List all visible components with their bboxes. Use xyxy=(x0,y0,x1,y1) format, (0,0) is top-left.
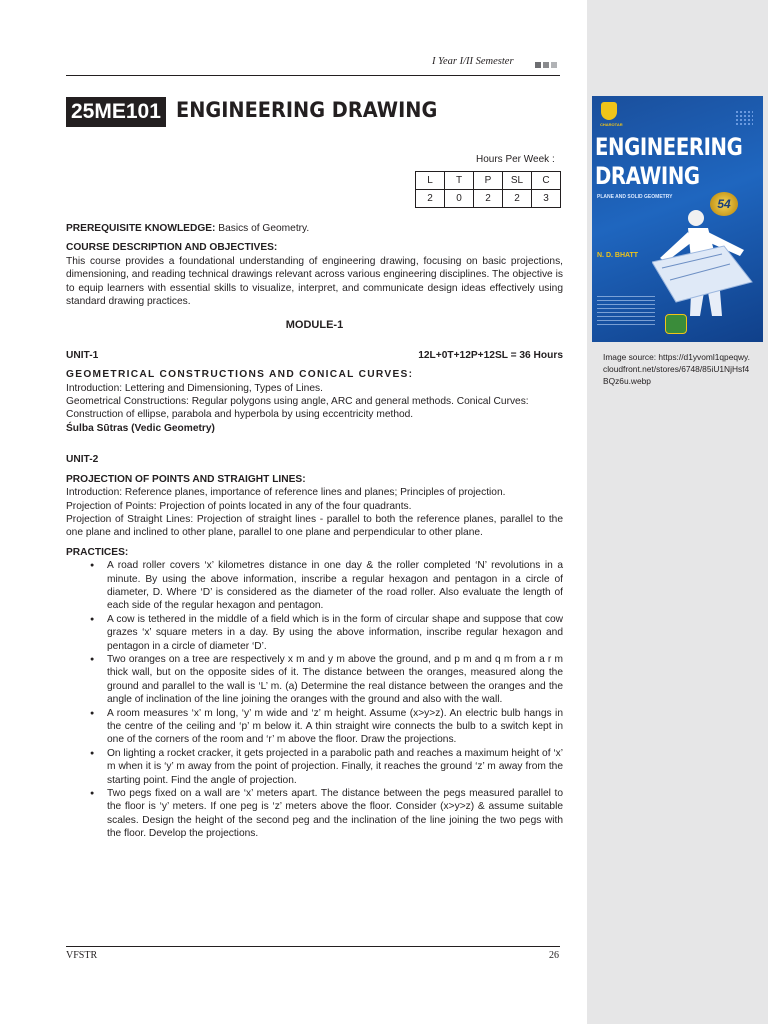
description-heading: COURSE DESCRIPTION AND OBJECTIVES: xyxy=(66,242,278,254)
hours-label: Hours Per Week : xyxy=(476,154,555,165)
publisher-logo-icon xyxy=(601,102,617,120)
practice-item: ● A road roller covers ‘x’ kilometres distance in one day & the roller completed ‘N’ revolutions in a minute. By using the above information, inscribe a regular hexagon and pentagon in a circle of diameter, D. Where ‘D’ is considered as the diameter of the road roller. Also evaluate the length of each side of the regular hexagon and pentagon. xyxy=(66,559,563,613)
practice-item: ● A cow is tethered in the middle of a field which is in the form of circular shape and suppose that cow grazes ‘x’ square meters in a day. By using the above information, inscribe regular hexagon and pentagon in a circle of diameter ‘D’. xyxy=(66,613,563,653)
unit2-label: UNIT-2 xyxy=(66,454,99,466)
module-title: MODULE-1 xyxy=(285,319,344,332)
course-code: 25ME101 xyxy=(66,97,166,127)
course-title: ENGINEERING DRAWING xyxy=(176,98,438,122)
hours-header-cell: P xyxy=(474,172,503,190)
unit1-hours: 12L+0T+12P+12SL = 36 Hours xyxy=(418,349,563,361)
award-seal-icon xyxy=(665,314,687,334)
edition-badge: 54 xyxy=(710,192,738,216)
hours-value-cell: 2 xyxy=(416,190,445,208)
hours-header-cell: T xyxy=(445,172,474,190)
prerequisite-text: Basics of Geometry. xyxy=(215,223,310,234)
image-source-caption: Image source: https://d1yvoml1qpeqwy.cloudfront.net/stores/6748/85iU1NjHsf4BQz6u.webp xyxy=(603,352,750,386)
description-text: This course provides a foundational understanding of engineering drawing, focusing on basic projections, dimensioning, and reading technical drawings relevant across various engineering disciplines. The objective is to equip learners with essential skills to visualize, interpret, and communicate design ideas effectively using standard drawing practices. xyxy=(66,255,563,308)
top-divider xyxy=(66,75,560,76)
practice-item: ● On lighting a rocket cracker, it gets projected in a parabolic path and reaches a maximum height of ‘x’ m when it is ‘y’ m away from the point of projection. Finally, it reaches the ground ‘z’ m away from the starting point. Find the angle of projection. xyxy=(66,747,563,787)
book-cover-image xyxy=(592,96,763,342)
hours-header-row xyxy=(416,172,561,190)
unit1-line: Introduction: Lettering and Dimensioning, Types of Lines. xyxy=(66,382,323,394)
unit1-line: Geometrical Constructions: Regular polygons using angle, ARC and general methods. Conical Curves: Construction of ellipse, parabola and hyperbola by using eccentricity method. xyxy=(66,396,529,421)
cover-author: N. D. BHATT xyxy=(597,252,639,259)
cover-publisher: CHAROTAR xyxy=(600,122,623,127)
unit2-line: Projection of Points: Projection of points located in any of the four quadrants. xyxy=(66,500,412,512)
bottom-divider xyxy=(66,946,560,947)
cover-text-lines xyxy=(597,296,655,326)
unit1-label: UNIT-1 xyxy=(66,349,99,361)
unit1-heading: GEOMETRICAL CONSTRUCTIONS AND CONICAL CURVES: xyxy=(66,369,414,381)
hours-header-cell: L xyxy=(416,172,445,190)
unit2-line: Introduction: Reference planes, importance of reference lines and planes; Principles of projection. xyxy=(66,487,506,499)
cover-subtitle: PLANE AND SOLID GEOMETRY xyxy=(597,194,673,200)
cover-title-line1: ENGINEERING xyxy=(595,133,743,161)
running-head: I Year I/II Semester xyxy=(432,56,514,67)
hours-value-cell: 2 xyxy=(474,190,503,208)
hours-header-cell: C xyxy=(532,172,561,190)
syllabus-content xyxy=(66,222,563,841)
header-blocks-icon xyxy=(535,62,557,68)
practice-item: ● Two pegs fixed on a wall are ‘x’ meters apart. The distance between the pegs measured parallel to the floor is ‘y’ meters. If one peg is ‘z’ meters above the floor. Consider (x>y>z) & assume suitable scales. Design the height of the second peg and the inclination of the line joining the two pegs with the floor. Develop the projections. xyxy=(66,787,563,841)
hours-value-cell: 3 xyxy=(532,190,561,208)
page-number: 26 xyxy=(549,950,559,961)
prerequisite xyxy=(66,222,563,235)
hours-value-row xyxy=(416,190,561,208)
hours-header-cell: SL xyxy=(503,172,532,190)
unit1-special: Śulba Sūtras (Vedic Geometry) xyxy=(66,422,215,434)
dot-pattern-icon xyxy=(735,110,753,126)
unit2-line: Projection of Straight Lines: Projection of straight lines - parallel to both the reference planes, parallel to the one plane and inclined to other plane, parallel to one plane and perpendicular to other plane. xyxy=(66,513,563,539)
practices-heading: PRACTICES: xyxy=(66,546,129,558)
unit2-heading: PROJECTION OF POINTS AND STRAIGHT LINES: xyxy=(66,473,306,485)
cover-title-line2: DRAWING xyxy=(595,162,700,190)
unit1-header xyxy=(66,349,563,362)
practices-list xyxy=(66,559,563,841)
practice-item: ● A room measures ‘x’ m long, ‘y’ m wide and ‘z’ m height. Assume (x>y>z). An electric bulb hangs in the centre of the ceiling and ‘p’ m below it. A thin straight wire connects the bulb to a switch kept in one of the corners of the room and ‘r’ m above the floor. Draw the projections. xyxy=(66,707,563,747)
hours-value-cell: 0 xyxy=(445,190,474,208)
practice-item: ● Two oranges on a tree are respectively x m and y m above the ground, and p m and q m from a r m thick wall, but on the opposite sides of it. The distance between the oranges, measured along the ground and parallel to the wall is ‘L’ m. (a) Determine the real distance between the oranges and the angle of inclination of the line joining the oranges with the ground and also with the wall. xyxy=(66,653,563,707)
hours-value-cell: 2 xyxy=(503,190,532,208)
hours-table xyxy=(415,171,561,208)
prerequisite-label: PREREQUISITE KNOWLEDGE: xyxy=(66,223,216,234)
footer-institution: VFSTR xyxy=(66,950,98,961)
